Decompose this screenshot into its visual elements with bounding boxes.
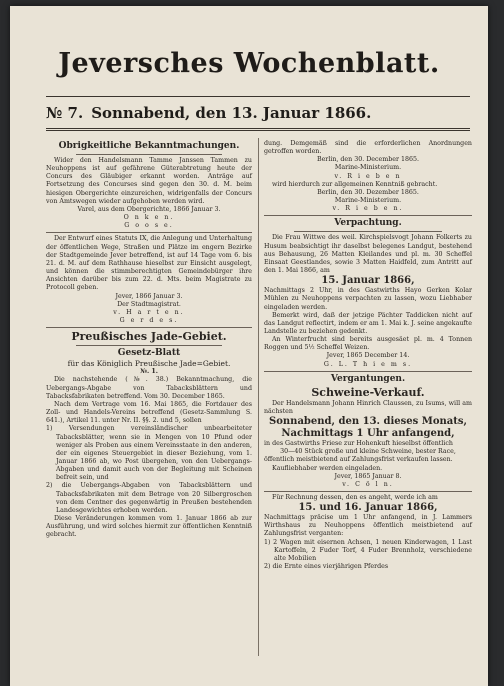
divider: [264, 215, 472, 216]
signature-rieben: v. R i e b e n.: [332, 205, 404, 213]
continued-text: wird hierdurch zur allgemeinen Kenntniß gebracht.: [272, 180, 438, 188]
section-heading-official: Obrigkeitliche Bekanntmachungen.: [58, 141, 240, 151]
pig-sale-intro: Der Handelsmann Johann Hinrich Claussen, zu Isums, will am nächsten: [264, 399, 472, 415]
masthead-rule-bottom: [46, 128, 470, 129]
signature-rieben: v. R i e b e n: [334, 172, 402, 180]
lease-date: 15. Januar 1866,: [321, 275, 415, 287]
ministry-label: Marine-Ministerium.: [334, 164, 402, 172]
signature-coeln: v. C ö l n.: [342, 480, 394, 488]
gesetzblatt-number: №. 1.: [140, 368, 158, 376]
pig-sale-date-line: Jever, 1865 Januar 8.: [334, 472, 402, 480]
announcement-intro: Die nachstehende (№. 38.) Bekanntmachung, die Uebergangs-Abgabe von Tabacksblättern und Tabacksfabrikaten betreffend. Vom 30. December 1865.: [46, 376, 252, 400]
pig-sale-terms: öffentlich meistbietend auf Zahlungsfrist verkaufen lassen.: [264, 456, 453, 464]
divider: [46, 327, 252, 328]
notice-place-date: Varel, aus dem Obergerichte, 1866 Januar 3.: [77, 205, 221, 213]
notice-concurs: Wider den Handelsmann Tamme Janssen Tammen zu Neuhoppens ist auf gefährene Güterabtretung heute der Concurs des Gläubiger erkannt worden. Anträge auf Fortsetzung des Concurses sind gegen den 30. d. M. beim hiesigen Obergerichte einzureichen, widrigenfalls der Concurs von Amtswegen wieder aufgehoben werden wird.: [46, 157, 252, 205]
list-item: 2) die Uebergangs-Abgaben von Tabacksblättern und Tabacksfabrikaten mit dem Betrage von 20 Silbergroschen von dem Centner des gegenwärtig in Preußen bestehenden Landesgewichtes erhoben werden.: [46, 482, 252, 514]
notice-date: Jever, 1866 Januar 3.: [115, 292, 183, 300]
signature-thiems: G. L. T h i e m s.: [323, 360, 413, 368]
gesetzblatt-subtitle: für das Königlich Preußische Jade=Gebiet.: [67, 359, 231, 369]
divider: [76, 154, 222, 155]
signature-gerdes: G e r d e s.: [119, 316, 179, 324]
place-date: Berlin, den 30. December 1865.: [316, 156, 420, 164]
announcement-conclusion: Diese Veränderungen kommen vom 1. Januar 1866 ab zur Ausführung, und wird solches hiermit zur öffentlichen Kenntniß gebracht.: [46, 515, 252, 539]
notice-statute: Der Entwurf eines Statuts IX, die Anlegung und Unterhaltung der öffentlichen Wege, Straßen und Plätze im engern Bezirke der Stadtgemeinde Jever betreffend, ist auf 14 Tage vom 6. bis 21. d. M. auf dem Rathhause hieselbst zur Einsicht ausgelegt, und können die stimmberechtigten Gemeindebürger ihre Ansichten darüber bis zum 22. d. Mts. beim Magistrate zu Protocoll geben.: [46, 235, 252, 292]
section-heading-lease: Verpachtung.: [334, 218, 402, 229]
divider: [264, 371, 472, 372]
pig-sale-lot: 30—40 Stück große und kleine Schweine, bester Race,: [280, 448, 456, 456]
divider: [76, 345, 222, 346]
place-date: Berlin, den 30. Dezember 1865.: [317, 188, 419, 196]
magistrate-label: Der Stadtmagistrat.: [117, 300, 181, 308]
auction-date: 15. und 16. Januar 1866,: [298, 502, 438, 514]
dateline: [46, 104, 470, 122]
signature-goose: G o o s e.: [124, 222, 174, 230]
pig-sale-date: Sonnabend, den 13. dieses Monats, Nachmittags 1 Uhr anfangend,: [269, 416, 467, 440]
announcement-body: Nach dem Vertrage vom 16. Mai 1865, die Fortdauer des Zoll- und Handels-Vereins betreffend (Gesetz-Sammlung S. 641.), Artikel 11. unter Nr. II. §§. 2. und 5, sollen: [46, 400, 252, 425]
lease-notice: Die Frau Wittwe des weil. Kirchspielsvogt Johann Folkerts zu Husum beabsichtigt ihr daselbst belegenes Landgut, bestehend aus Behausung, 26 Matten Kleilandes und pl. m. 30 Scheffel Einsaat Geestlandes, sowie 3 Matten Haidfeld, zum Antritt auf den 1. Mai 1866, am: [264, 234, 472, 275]
gesetzblatt-heading: Gesetz-Blatt: [117, 348, 181, 359]
divider: [46, 232, 252, 233]
left-column: [46, 140, 252, 540]
list-item: 1) 2 Wagen mit eisernen Achsen, 1 neuen Kinderwagen, 1 Last Kartoffeln, 2 Fuder Torf, 4 Fuder Brennholz, verschiedene alte Mobilien: [264, 538, 472, 562]
section-heading-jade: Preußisches Jade-Gebiet.: [71, 330, 227, 344]
signature-onken: O n k e n.: [123, 214, 175, 222]
lease-crops: An Winterfrucht sind bereits ausgesäet pl. m. 4 Tonnen Roggen und 5½ Scheffel Weizen.: [264, 336, 472, 352]
section-heading-auctions: Vergantungen.: [330, 373, 406, 384]
ministry-label: Marine-Ministerium.: [334, 197, 402, 205]
signature-harten: v. H a r t e n.: [113, 308, 185, 316]
pig-sale-heading: Schweine-Verkauf.: [311, 385, 425, 399]
right-column: [264, 140, 472, 571]
column-divider: [258, 138, 259, 656]
lease-remark: Bemerkt wird, daß der jetzige Pächter Taddicken nicht auf das Landgut reflectirt, indem er am 1. Mai k. J. seine angekaufte Landstelle zu beziehen gedenkt.: [264, 311, 472, 335]
list-item: 1) Versendungen vereinsländischer unbearbeiteter Tabacksblätter, wenn sie in Mengen von 10 Pfund oder weniger als Proben aus einem Vereinsstaate in den anderen, der ein eigenes Steuergebiet in dieser Beziehung, vom 1. Januar 1866 ab, wo Post übergehen, von den Uebergangs-Abgaben und damit auch von der Begleitung mit Scheinen befreit sein, und: [46, 425, 252, 482]
pig-sale-place: in des Gastwirths Friese zur Hohenkuft hieselbst öffentlich: [264, 440, 453, 448]
issue-number: № 7.: [46, 104, 84, 122]
masthead-rule-top: [46, 96, 470, 97]
lease-details: Nachmittags 2 Uhr, in des Gastwirths Hayo Gerken Kolar Mühlen zu Neuhoppens verpachten zu lassen, wozu Liebhaber eingeladen werden.: [264, 287, 472, 311]
auction-intro: Für Rechnung dessen, den es angeht, werde ich am: [272, 494, 438, 501]
pig-sale-invite: Kaufliebhaber werden eingeladen.: [272, 464, 383, 472]
newspaper-page: [10, 6, 488, 686]
divider: [264, 491, 472, 492]
list-item: 2) die Ernte eines vierjährigen Pferdes: [264, 563, 389, 571]
divider: [294, 231, 442, 232]
masthead-title: Jeversches Wochenblatt.: [58, 48, 440, 79]
continued-text: dung. Demgemäß sind die erforderlichen Anordnungen getroffen worden.: [264, 140, 472, 156]
auction-details: Nachmittags präcise um 1 Uhr anfangend, in J. Lammers Wirthshaus zu Neuhoppens öffentlich meistbietend auf Zahlungsfrist verganten:: [264, 514, 472, 538]
masthead-rule-bottom-2: [46, 130, 470, 131]
issue-date: Sonnabend, den 13. Januar 1866.: [91, 104, 372, 122]
lease-date-line: Jever, 1865 December 14.: [326, 352, 410, 360]
